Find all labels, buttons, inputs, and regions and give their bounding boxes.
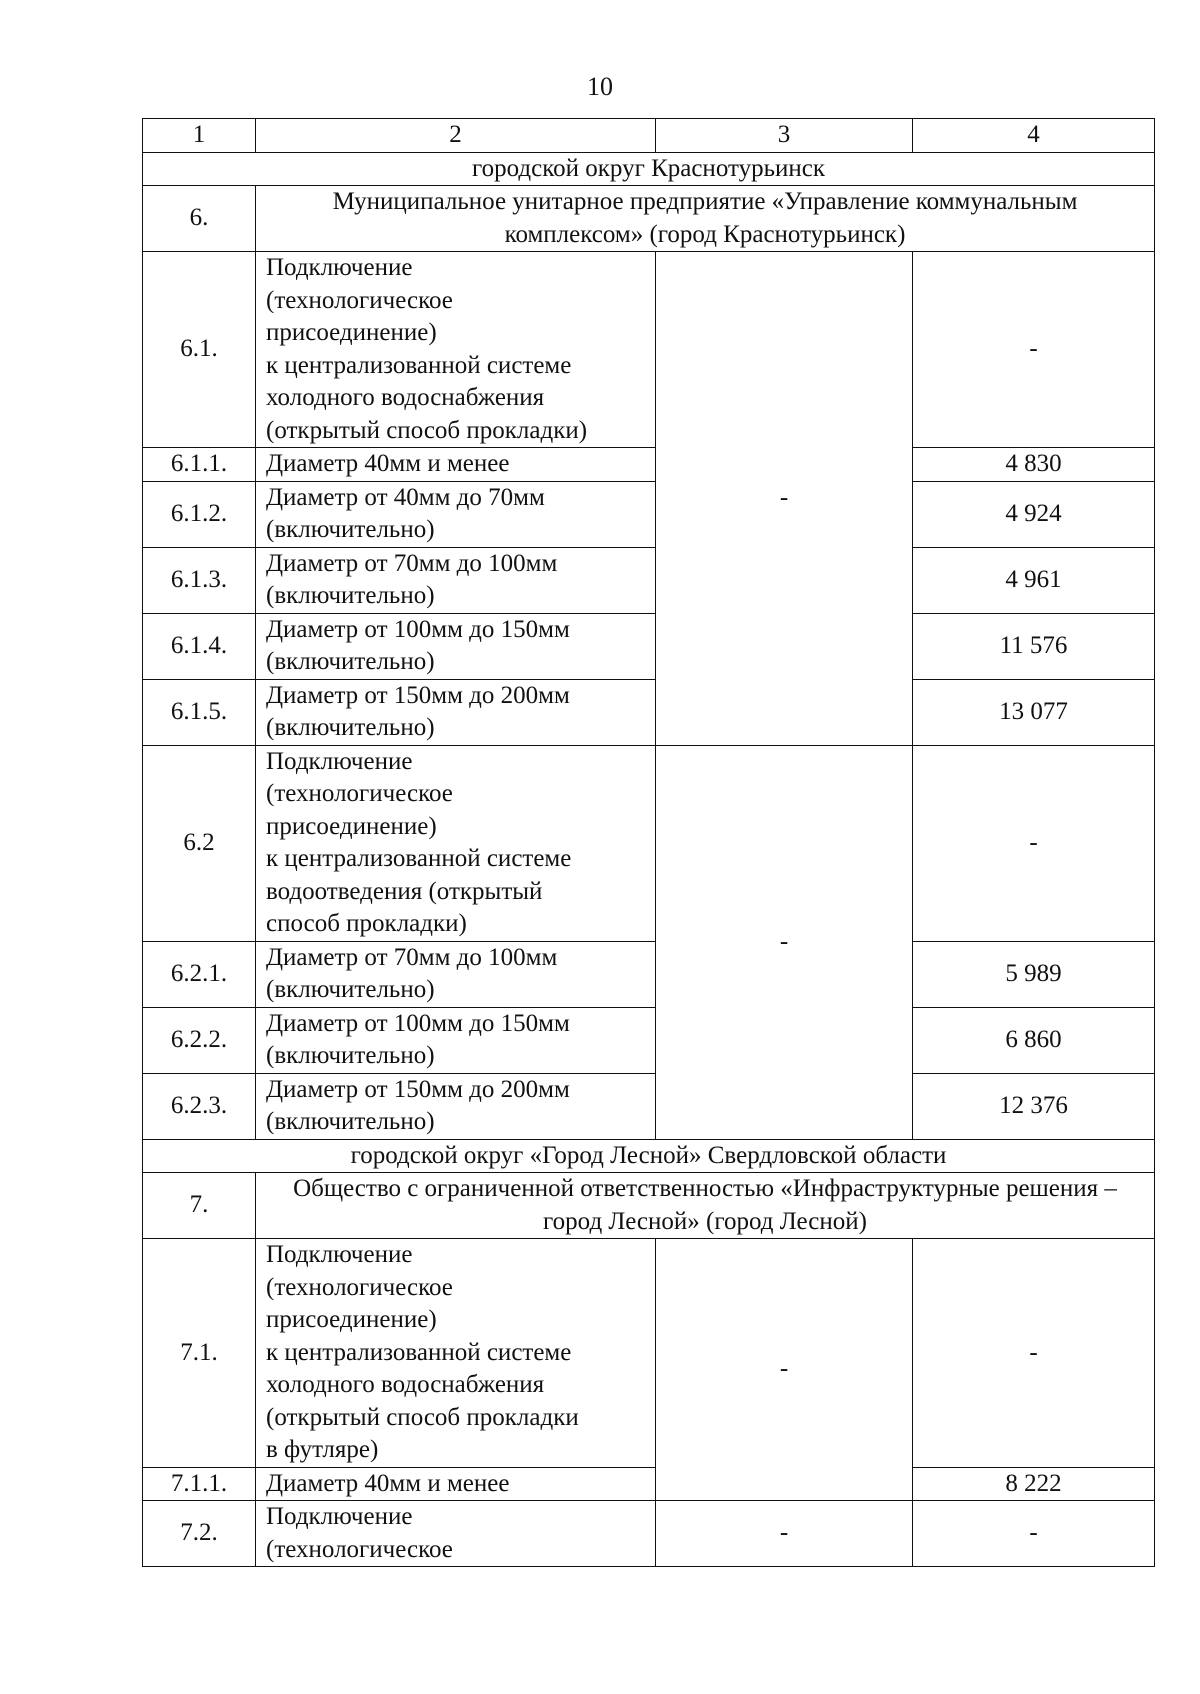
row-description: Подключение (технологическое присоединение) к централизованной системе водоотведения (открытый способ прокладки) [256,745,656,941]
row-description: Диаметр от 150мм до 200мм (включительно) [256,1073,656,1139]
organization-name: Общество с ограниченной ответственностью «Инфраструктурные решения – город Лесной» (город Лесной) [256,1173,1155,1239]
row-description: Подключение (технологическое [256,1501,656,1567]
row-description: Подключение (технологическое присоединение) к централизованной системе холодного водоснабжения (открытый способ прокладки в футляре) [256,1239,656,1468]
column-number: 1 [143,119,256,153]
table-row [143,481,1155,547]
table-row [143,1501,1155,1567]
col3-dash: - [656,1239,913,1501]
row-number: 6.2.1. [143,941,256,1007]
column-number: 4 [913,119,1155,153]
column-number-row [143,119,1155,153]
col3-dash: - [656,1501,913,1567]
row-number: 6.1.1. [143,448,256,482]
row-description: Подключение (технологическое присоединение) к централизованной системе холодного водоснабжения (открытый способ прокладки) [256,252,656,448]
row-value: 4 961 [913,547,1155,613]
column-number: 2 [256,119,656,153]
row-value: 4 830 [913,448,1155,482]
row-number: 6.2 [143,745,256,941]
row-number: 6.2.3. [143,1073,256,1139]
row-number: 6.1.2. [143,481,256,547]
row-value: 5 989 [913,941,1155,1007]
row-description: Диаметр от 150мм до 200мм (включительно) [256,679,656,745]
row-value: - [913,745,1155,941]
organization-number: 7. [143,1173,256,1239]
page-number: 10 [587,72,613,101]
organization-row [143,1173,1155,1239]
row-value: - [913,1239,1155,1468]
row-value: 4 924 [913,481,1155,547]
table-row [143,1467,1155,1501]
col3-dash: - [656,252,913,746]
row-value: - [913,252,1155,448]
row-number: 7.1.1. [143,1467,256,1501]
tariff-table [142,118,1155,1567]
row-number: 6.1. [143,252,256,448]
row-description: Диаметр от 70мм до 100мм (включительно) [256,941,656,1007]
row-number: 7.2. [143,1501,256,1567]
table-row [143,448,1155,482]
row-description: Диаметр 40мм и менее [256,1467,656,1501]
table-row [143,613,1155,679]
row-value: 13 077 [913,679,1155,745]
table-row [143,547,1155,613]
row-value: 8 222 [913,1467,1155,1501]
organization-name: Муниципальное унитарное предприятие «Управление коммунальным комплексом» (город Краснотурьинск) [256,186,1155,252]
row-number: 6.1.3. [143,547,256,613]
row-description: Диаметр от 100мм до 150мм (включительно) [256,1007,656,1073]
row-description: Диаметр от 40мм до 70мм (включительно) [256,481,656,547]
row-number: 6.1.5. [143,679,256,745]
col3-dash: - [656,745,913,1139]
section-row [143,1139,1155,1173]
table-row [143,1239,1155,1468]
row-number: 6.2.2. [143,1007,256,1073]
table-row [143,252,1155,448]
section-title: городской округ «Город Лесной» Свердловской области [143,1139,1155,1173]
row-value: - [913,1501,1155,1567]
table-row [143,679,1155,745]
organization-row [143,186,1155,252]
row-description: Диаметр от 70мм до 100мм (включительно) [256,547,656,613]
table-row [143,745,1155,941]
row-description: Диаметр 40мм и менее [256,448,656,482]
row-number: 7.1. [143,1239,256,1468]
row-value: 12 376 [913,1073,1155,1139]
organization-number: 6. [143,186,256,252]
table-row [143,1073,1155,1139]
column-number: 3 [656,119,913,153]
section-row [143,152,1155,186]
section-title: городской округ Краснотурьинск [143,152,1155,186]
row-value: 6 860 [913,1007,1155,1073]
row-description: Диаметр от 100мм до 150мм (включительно) [256,613,656,679]
table-row [143,1007,1155,1073]
table-row [143,941,1155,1007]
row-number: 6.1.4. [143,613,256,679]
row-value: 11 576 [913,613,1155,679]
